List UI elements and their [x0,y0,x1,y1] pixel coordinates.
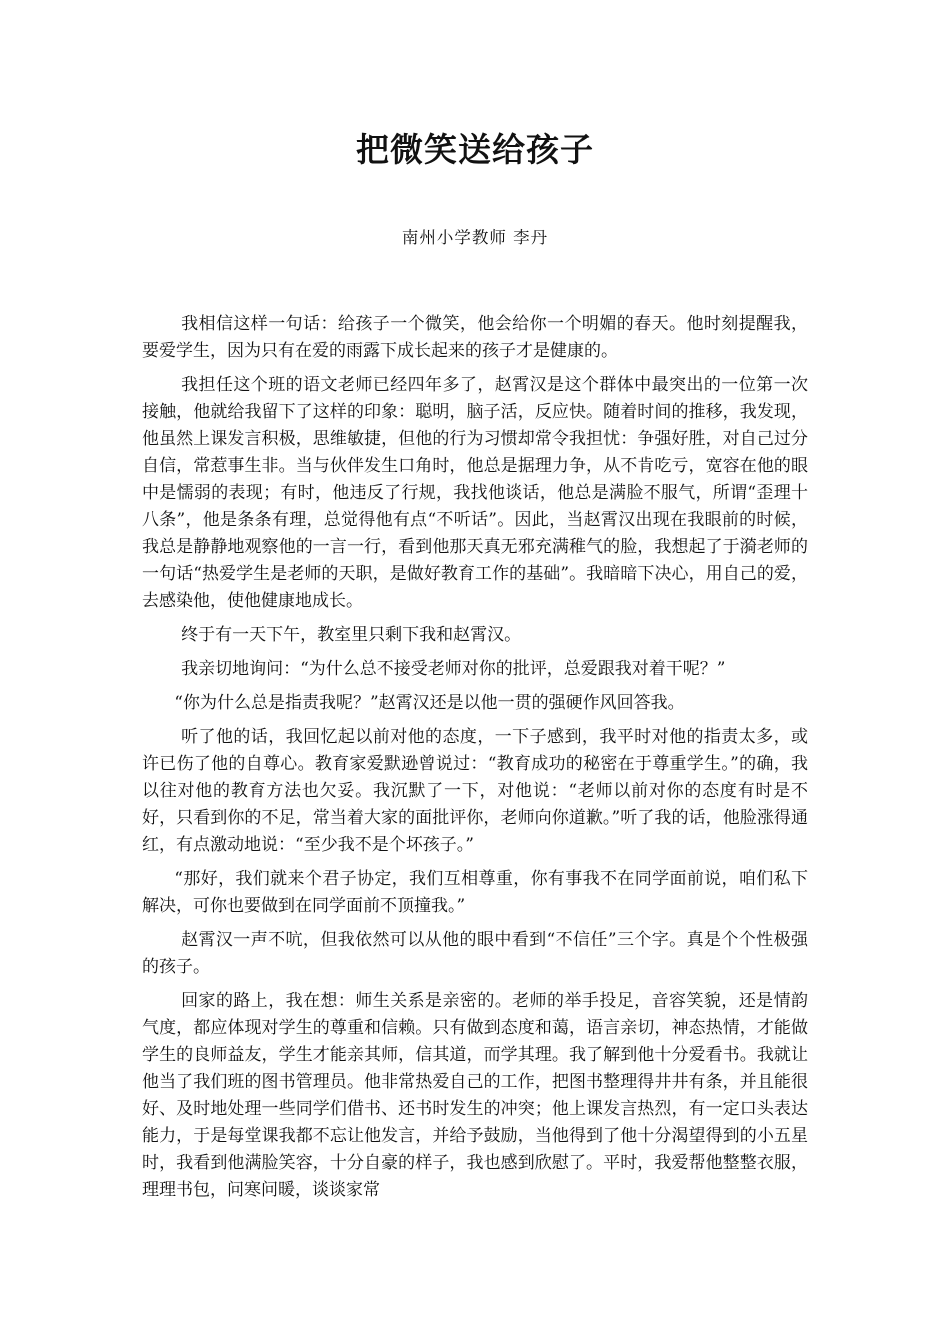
paragraph: 赵霄汉一声不吭，但我依然可以从他的眼中看到“不信任”三个字。真是个个性极强的孩子。 [142,930,808,977]
paragraph: “你为什么总是指责我呢？”赵霄汉还是以他一贯的强硬作风回答我。 [174,693,685,713]
paragraph: 我担任这个班的语文老师已经四年多了，赵霄汉是这个群体中最突出的一位第一次接触，他就给我留下了这样的印象：聪明，脑子活，反应快。随着时间的推移，我发现，他虽然上课发言积极，思维敏捷，但他的行为习惯却常令我担忧：争强好胜，对自己过分自信，常惹事生非。当与伙伴发生口角时，他总是据理力争，从不肯吃亏，宽容在他的眼中是懦弱的表现；有时，他违反了行规，我找他谈话，他总是满脸不服气，所谓“歪理十八条”，他是条条有理，总觉得他有点“不听话”。因此，当赵霄汉出现在我眼前的时候，我总是静静地观察他的一言一行，看到他那天真无邪充满稚气的脸，我想起了于漪老师的一句话“热爱学生是老师的天职，是做好教育工作的基础”。我暗暗下决心，用自己的爱，去感染他，使他健康地成长。 [142,375,808,611]
paragraph: 我亲切地询问：“为什么总不接受老师对你的批评，总爱跟我对着干呢？” [181,659,726,679]
author-line: 南州小学教师 李丹 [401,228,549,247]
paragraph: 回家的路上，我在想：师生关系是亲密的。老师的举手投足，音容笑貌，还是情韵气度，都应体现对学生的尊重和信赖。只有做到态度和蔼，语言亲切，神态热情，才能做学生的良师益友，学生才能亲其师，信其道，而学其理。我了解到他十分爱看书。我就让他当了我们班的图书管理员。他非常热爱自己的工作，把图书整理得井井有条，并且能很好、及时地处理一些同学们借书、还书时发生的冲突；他上课发言热烈，有一定口头表达能力，于是每堂课我都不忘让他发言，并给予鼓励，当他得到了他十分渴望得到的小五星时，我看到他满脸笑容，十分自豪的样子，我也感到欣慰了。平时，我爱帮他整整衣服，理理书包，问寒问暖，谈谈家常 [142,991,808,1200]
article-title: 把微笑送给孩子 [356,130,594,169]
paragraph: 我相信这样一句话：给孩子一个微笑，他会给你一个明媚的春天。他时刻提醒我，要爱学生，因为只有在爱的雨露下成长起来的孩子才是健康的。 [142,314,808,361]
paragraph: 终于有一天下午，教室里只剩下我和赵霄汉。 [181,625,522,645]
paragraph: 听了他的话，我回忆起以前对他的态度，一下子感到，我平时对他的指责太多，或许已伤了他的自尊心。教育家爱默逊曾说过：“教育成功的秘密在于尊重学生。”的确，我以往对他的教育方法也欠妥。我沉默了一下，对他说：“老师以前对你的态度有时是不好，只看到你的不足，常当着大家的面批评你，老师向你道歉。”听了我的话，他脸涨得通红，有点激动地说：“至少我不是个坏孩子。” [142,727,808,855]
article-body [142,311,808,1211]
paragraph: “那好，我们就来个君子协定，我们互相尊重，你有事我不在同学面前说，咱们私下解决，可你也要做到在同学面前不顶撞我。” [142,869,808,916]
